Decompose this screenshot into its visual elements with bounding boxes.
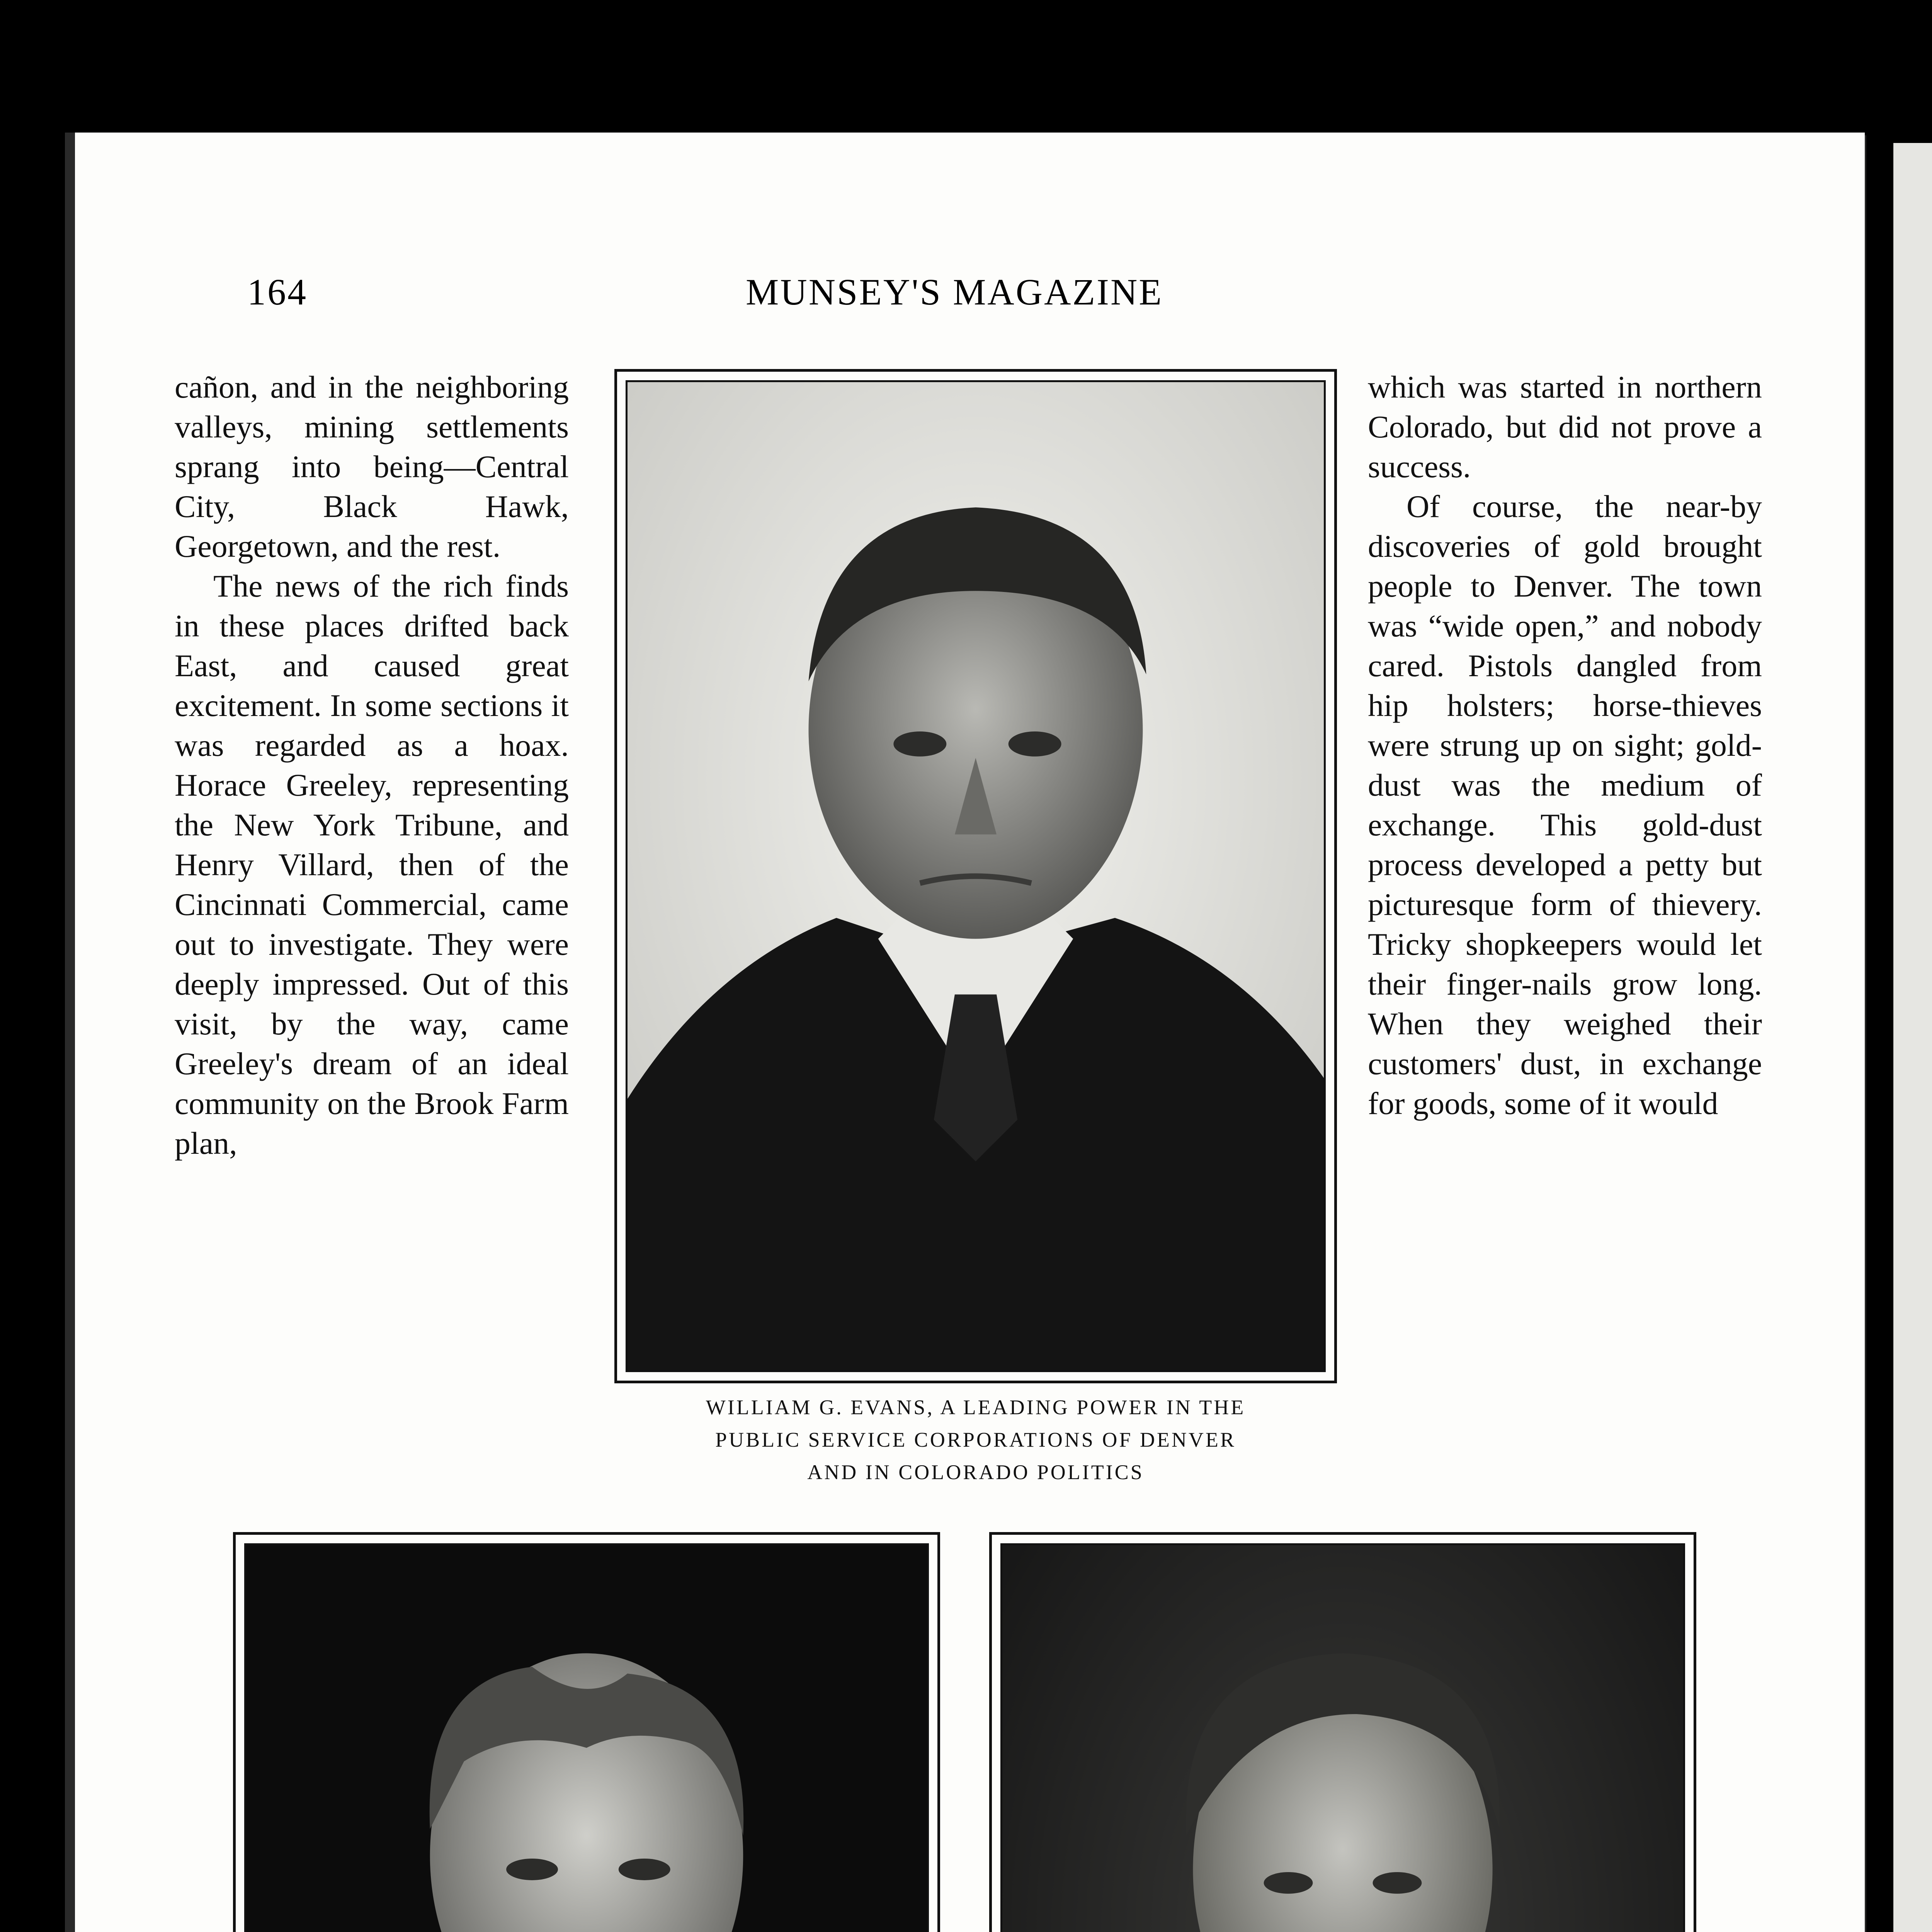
- paragraph: which was started in northern Colorado, but did not prove a success.: [1368, 369, 1762, 484]
- caption-line: AND IN COLORADO POLITICS: [807, 1461, 1144, 1484]
- paragraph: Of course, the near-by discoveries of gold brought people to Denver. The town was “wide open,” and nobody cared. Pistols dangled from hip holsters; horse-thieves were strung up on sight; gold-dust was the medium of exchange. This gold-dust process developed a petty but picturesque form of thievery. Tricky shopkeepers would let their finger-nails grow long. When they weighed their customers' dust, in exchange for goods, some of it would: [1368, 489, 1762, 1121]
- portrait-frame-parker: [989, 1532, 1696, 1932]
- portrait-photo-evans: [628, 382, 1324, 1370]
- caption-evans: [595, 1391, 1356, 1488]
- paragraph: The news of the rich finds in these places drifted back East, and caused great excitement. In some sections it was regarded as a hoax. Horace Greeley, representing the New York Tribune, and Henry Villard, then of the Cincinnati Commercial, came out to investigate. They were deeply impressed. Out of this visit, by the way, came Greeley's dream of an ideal community on the Brook Farm plan,: [175, 568, 569, 1161]
- portrait-photo-kountze: [246, 1545, 927, 1932]
- portrait-frame-evans: [614, 369, 1337, 1383]
- facing-page-edge: [1893, 143, 1932, 1932]
- left-text-column: [175, 367, 569, 1163]
- caption-line: WILLIAM G. EVANS, A LEADING POWER IN THE: [706, 1396, 1246, 1419]
- paragraph: cañon, and in the neighboring valleys, mining settlements sprang into being—Central City, Black Hawk, Georgetown, and the rest.: [175, 369, 569, 564]
- portrait-frame-kountze: [233, 1532, 940, 1932]
- portrait-photo-parker: [1002, 1545, 1683, 1932]
- page-number: 164: [247, 271, 308, 313]
- running-head: [185, 270, 1723, 325]
- caption-line: PUBLIC SERVICE CORPORATIONS OF DENVER: [715, 1428, 1236, 1451]
- magazine-title: MUNSEY'S MAGAZINE: [746, 271, 1163, 313]
- right-text-column: [1368, 367, 1762, 1123]
